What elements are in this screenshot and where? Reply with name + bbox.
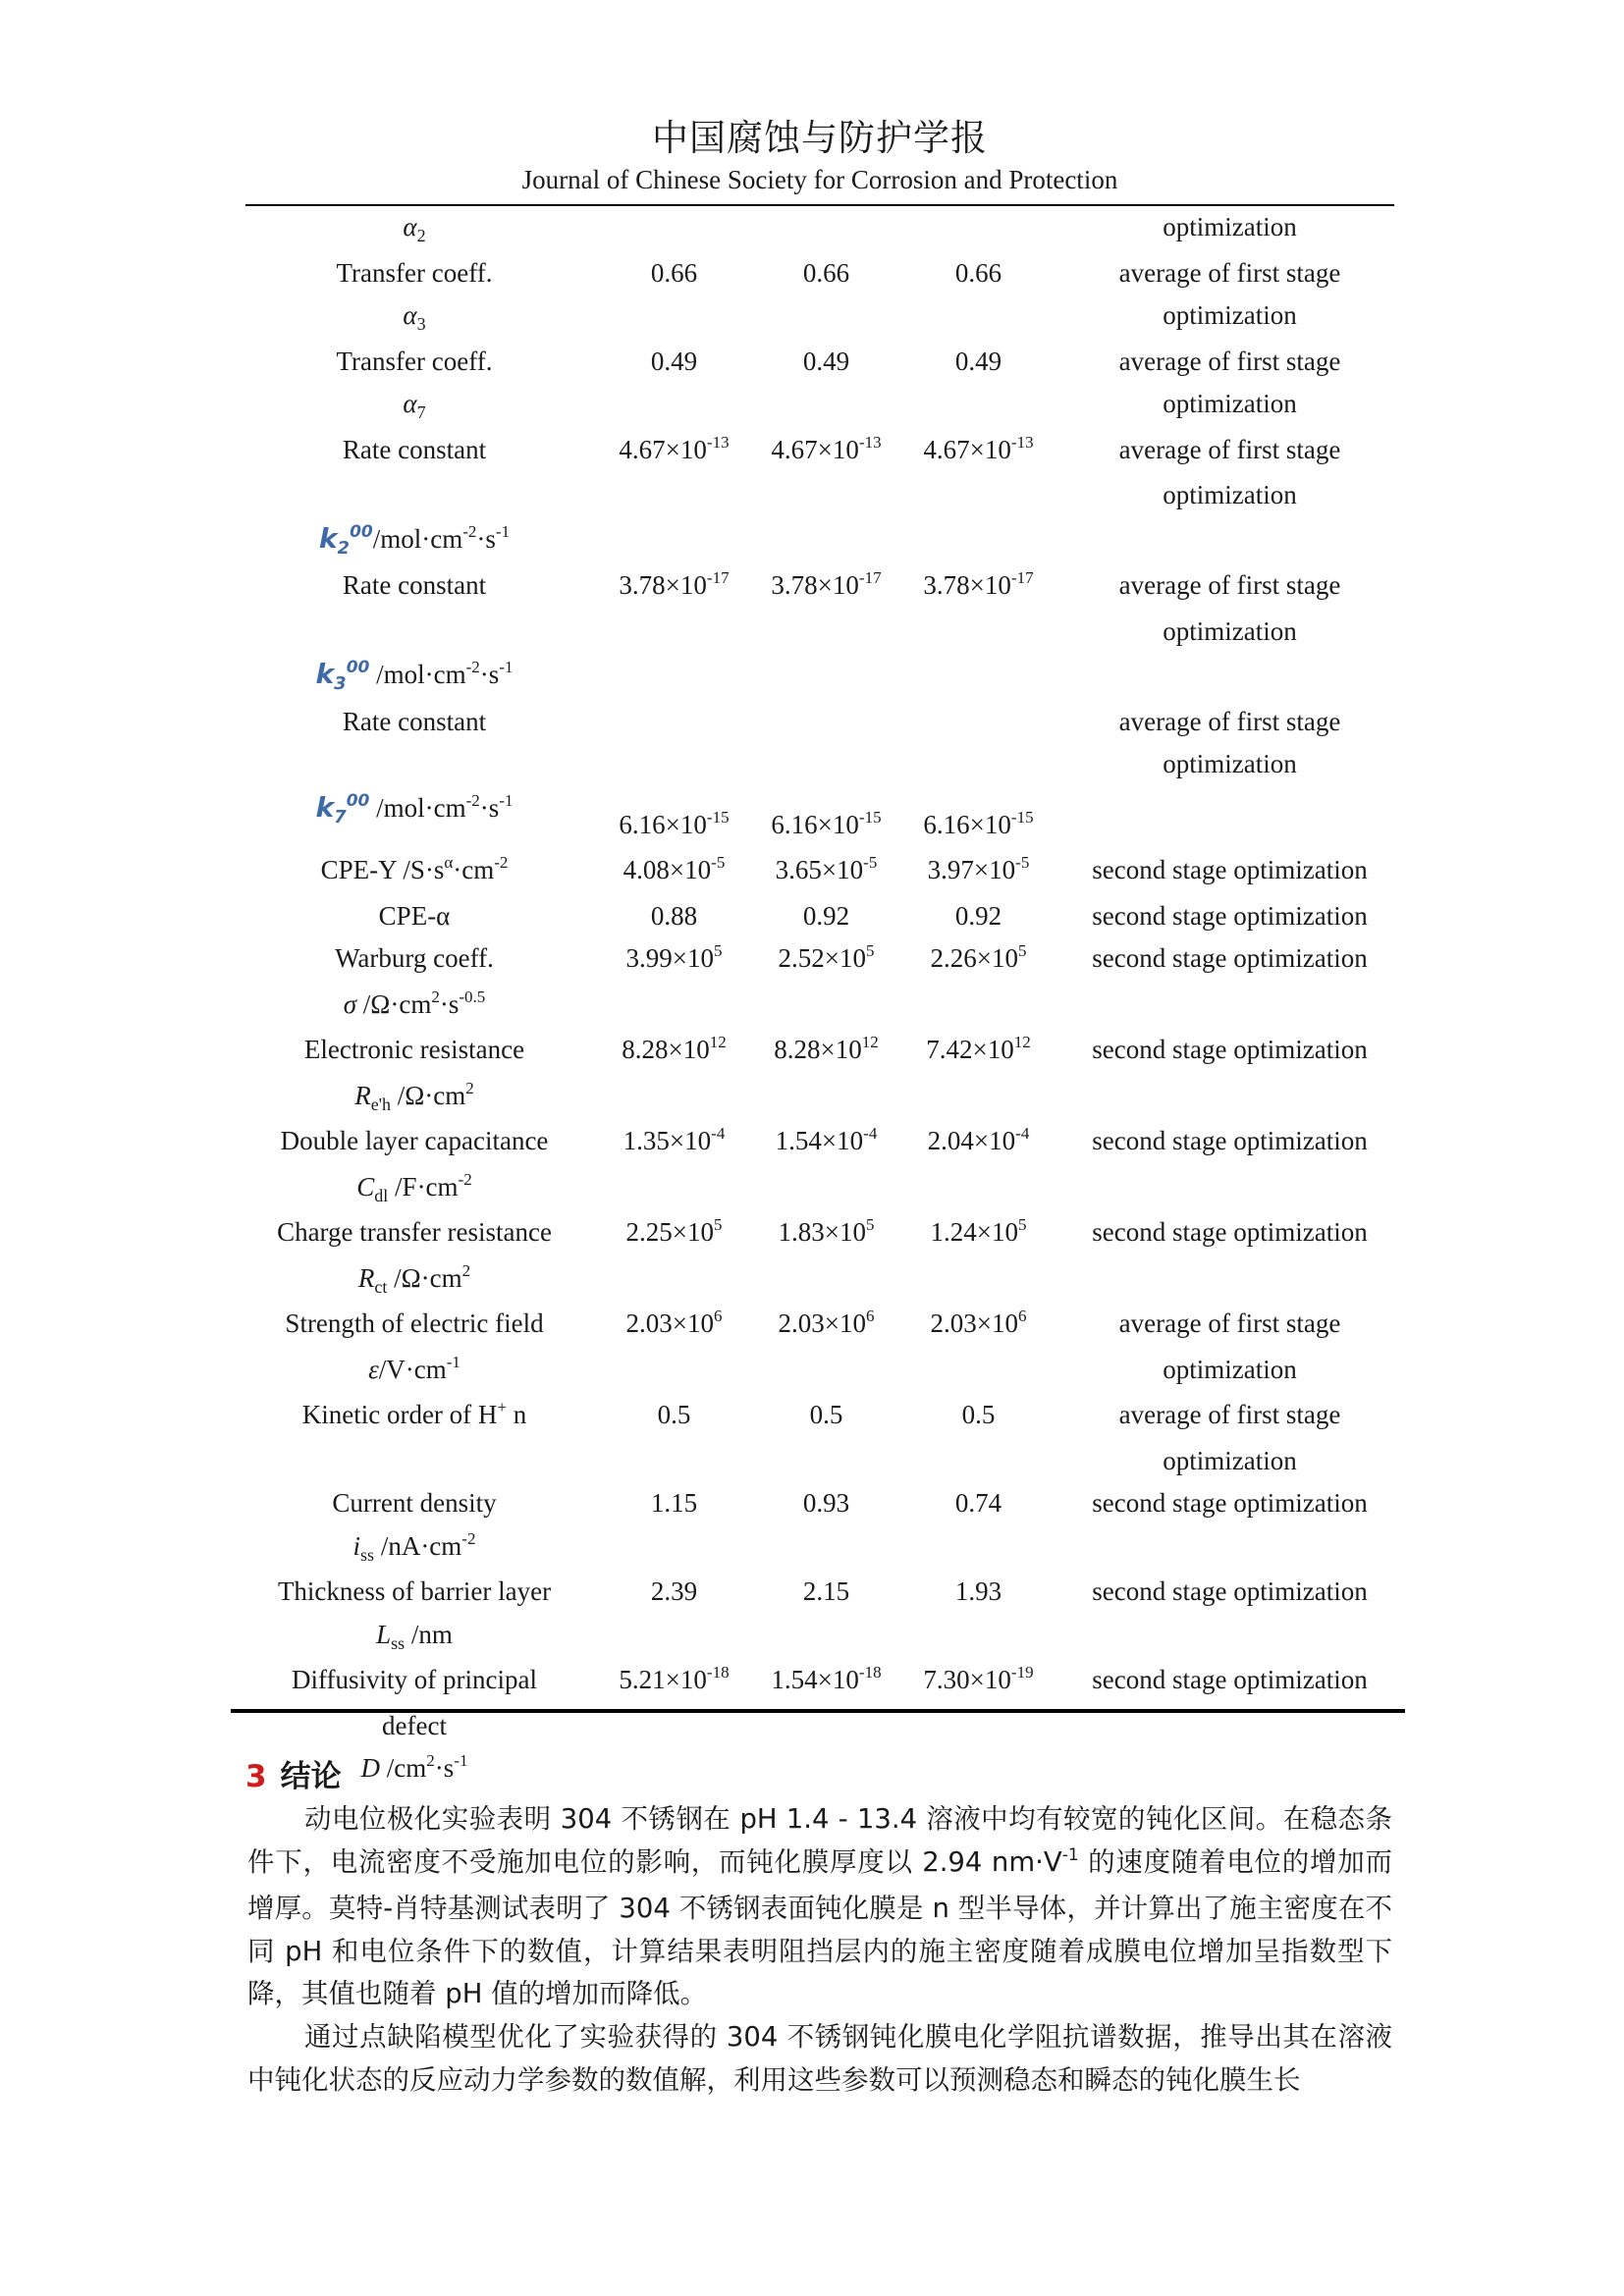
value-cell: $3.65\times 10^{-5}$ <box>775 853 878 884</box>
note-cell: second stage optimization <box>1092 855 1368 884</box>
table-row <box>231 1482 1405 1525</box>
table-row <box>231 611 1405 654</box>
param-cell: Diffusivity of principal <box>292 1665 537 1694</box>
note-cell: average of first stage <box>1118 1308 1341 1338</box>
k2-symbol: $k_2^{00}$ <box>318 521 373 559</box>
value-cell <box>750 206 902 252</box>
unit-cell: $R_{ct}$ $/\Omega\cdot cm^2$ <box>357 1260 471 1297</box>
table-row <box>231 1440 1405 1483</box>
unit-cell: $k_2^{00}/mol\cdot cm^{-2}\cdot s^{-1}$ <box>318 521 511 559</box>
note-cell: average of first stage <box>1118 570 1341 600</box>
note-cell: second stage optimization <box>1092 900 1368 931</box>
value-cell: $8.28\times 10^{12}$ <box>774 1033 879 1064</box>
value-cell: 1.93 <box>954 1576 1002 1606</box>
section-heading <box>245 1757 342 1796</box>
note-cell: optimization <box>1163 300 1297 330</box>
unit-cell: $R_{e'h}$ $/\Omega\cdot cm^2$ <box>354 1078 474 1114</box>
table-row <box>231 383 1405 429</box>
value-cell: $6.16\times 10^{-15}$ <box>923 807 1034 839</box>
value-cell: $3.99\times 10^5$ <box>625 941 723 973</box>
table-row <box>231 1394 1405 1440</box>
unit-cell: D $/cm^2\cdot s^{-1}$ <box>360 1751 468 1783</box>
value-cell: 0.93 <box>802 1488 850 1518</box>
note-cell: average of first stage <box>1118 434 1341 464</box>
note-cell: average of first stage <box>1118 706 1341 736</box>
paragraph: 通过点缺陷模型优化了实验获得的 304 不锈钢钝化膜电化学阻抗谱数据，推导出其在溶液中钝化状态的反应动力学参数的数值解，利用这些参数可以预测稳态和瞬态的钝化膜生长 <box>247 2020 1392 2096</box>
note-cell: optimization <box>1163 389 1297 418</box>
value-cell: $4.08\times 10^{-5}$ <box>623 853 726 884</box>
value-cell: $4.67\times 10^{-13}$ <box>923 432 1034 464</box>
table-row <box>231 474 1405 517</box>
param-cell: Current density <box>332 1488 497 1518</box>
note-cell: optimization <box>1163 615 1297 646</box>
param-cell: Charge transfer resistance <box>277 1217 552 1247</box>
value-cell: 0.49 <box>650 346 698 376</box>
table-row <box>231 849 1405 895</box>
note-cell: optimization <box>1163 749 1297 778</box>
param-cell: Warburg coeff. <box>335 943 494 973</box>
param-cell: Electronic resistance <box>303 1035 525 1064</box>
table-row <box>231 1075 1405 1121</box>
value-cell: 0.5 <box>657 1400 691 1429</box>
value-cell: $2.04\times 10^{-4}$ <box>927 1124 1030 1155</box>
value-cell: $2.25\times 10^5$ <box>625 1215 723 1247</box>
note-cell: second stage optimization <box>1092 1488 1368 1518</box>
table-row <box>231 1257 1405 1304</box>
note-cell: second stage optimization <box>1092 1665 1368 1694</box>
param-cell: CPE-α <box>378 900 451 931</box>
value-cell: $3.78\times 10^{-17}$ <box>771 568 882 600</box>
note-cell: optimization <box>1163 1445 1297 1475</box>
table-row <box>231 984 1405 1030</box>
note-cell: average of first stage <box>1118 346 1341 376</box>
param-cell: CPE-Y $/S\cdot s^\alpha\cdot cm^{-2}$ <box>320 853 509 884</box>
section-number: 3 <box>245 1759 267 1794</box>
table-row <box>231 429 1405 475</box>
note-cell: optimization <box>1163 480 1297 509</box>
unit-cell: $\varepsilon/V\cdot cm^{-1}$ <box>368 1352 460 1384</box>
table-row <box>231 1747 1405 1793</box>
value-cell: $1.54\times 10^{-4}$ <box>775 1124 878 1155</box>
value-cell: $1.24\times 10^5$ <box>930 1215 1027 1247</box>
table-row <box>231 341 1405 384</box>
table-row <box>231 1571 1405 1614</box>
value-cell: $2.03\times 10^6$ <box>778 1307 875 1338</box>
table-row <box>231 701 1405 744</box>
value-cell: $1.83\times 10^5$ <box>778 1215 875 1247</box>
table-row <box>231 517 1405 565</box>
table-row <box>231 786 1405 850</box>
k7-symbol: $k_7^{00}$ <box>315 790 370 828</box>
param-cell: $\alpha_7$ <box>403 389 426 422</box>
paragraph: 动电位极化实验表明 304 不锈钢在 pH 1.4 - 13.4 溶液中均有较宽的钝化区间。在稳态条件下，电流密度不受施加电位的影响，而钝化膜厚度以 2.94 $nm\cdot V^{-1}$ 的速度随着电位的增加而增厚。莫特-肖特基测试表明了 304 不锈钢表面钝化膜是 n 型半导体，并计算出了施主密度在不同 pH 和电位条件下的数值，计算结果表明阻挡层内的施主密度随着成膜电位增加呈指数型下降，其值也随着 pH 值的增加而降低。 <box>247 1803 1393 2010</box>
value-cell: $6.16\times 10^{-15}$ <box>619 807 730 839</box>
page-header <box>245 116 1394 196</box>
unit-cell: $k_7^{00}$ $/mol\cdot cm^{-2}\cdot s^{-1}$ <box>315 790 514 828</box>
table-row <box>231 1525 1405 1572</box>
table-row <box>231 206 1405 252</box>
value-cell: $3.97\times 10^{-5}$ <box>927 853 1030 884</box>
value-cell: 0.5 <box>809 1400 843 1429</box>
param-cell: Rate constant <box>342 570 487 600</box>
value-cell: $1.54\times 10^{-18}$ <box>771 1663 882 1694</box>
value-cell: $2.03\times 10^6$ <box>930 1307 1027 1338</box>
note-cell: average of first stage <box>1118 257 1341 288</box>
value-cell: 0.49 <box>954 346 1002 376</box>
note-cell: second stage optimization <box>1092 1217 1368 1247</box>
value-cell: $5.21\times 10^{-18}$ <box>619 1663 730 1694</box>
param-cell: Kinetic order of H+ n <box>301 1398 527 1429</box>
value-cell: $2.03\times 10^6$ <box>625 1307 723 1338</box>
note-cell: second stage optimization <box>1092 1035 1368 1064</box>
journal-title-chinese: 中国腐蚀与防护学报 <box>652 117 988 159</box>
value-cell: $7.42\times 10^{12}$ <box>926 1033 1031 1064</box>
k3-symbol: $k_3^{00}$ <box>315 658 370 694</box>
param-cell: Double layer capacitance <box>280 1126 549 1155</box>
unit-cell: $k_3^{00}$ $/mol\cdot cm^{-2}\cdot s^{-1}$ <box>315 658 514 694</box>
value-cell: $1.35\times 10^{-4}$ <box>623 1124 726 1155</box>
value-cell: $2.52\times 10^5$ <box>778 941 875 973</box>
value-cell: 0.88 <box>650 900 698 931</box>
value-cell: $8.28\times 10^{12}$ <box>622 1033 727 1064</box>
value-cell: 0.66 <box>650 257 698 288</box>
value-cell: 2.15 <box>802 1576 850 1606</box>
note-cell: average of first stage <box>1118 1400 1341 1429</box>
unit-cell: σ $/\Omega\cdot cm^2\cdot s^{-0.5}$ <box>343 987 486 1019</box>
unit-cell: $C_{dl}$ $/F\cdot cm^{-2}$ <box>356 1169 472 1205</box>
unit-cell: $i_{ss}$ $/nA\cdot cm^{-2}$ <box>352 1528 476 1565</box>
value-cell: $7.30\times 10^{-19}$ <box>923 1663 1034 1694</box>
table-row <box>231 653 1405 701</box>
param-cell: Thickness of barrier layer <box>277 1576 552 1606</box>
table-row <box>231 1211 1405 1257</box>
table-row <box>231 252 1405 295</box>
value-cell: 2.39 <box>650 1576 698 1606</box>
table-bottom-rule <box>231 1709 1405 1713</box>
value-cell: $6.16\times 10^{-15}$ <box>771 807 882 839</box>
value-cell: 0.92 <box>802 900 850 931</box>
note-cell: second stage optimization <box>1092 1126 1368 1155</box>
value-cell <box>902 206 1055 252</box>
unit-cell: $L_{ss}$ /nm <box>376 1619 453 1653</box>
param-cell: Transfer coeff. <box>336 257 493 288</box>
table-row <box>231 1029 1405 1075</box>
value-cell <box>598 206 750 252</box>
table-row <box>231 1349 1405 1395</box>
param-cell: Rate constant <box>342 706 487 736</box>
value-cell: 0.49 <box>802 346 850 376</box>
value-cell: 0.74 <box>954 1488 1002 1518</box>
value-cell: 0.5 <box>961 1400 996 1429</box>
value-cell: $4.67\times 10^{-13}$ <box>771 432 882 464</box>
note-cell: optimization <box>1163 1354 1297 1384</box>
note-cell: optimization <box>1163 212 1297 241</box>
table-row <box>231 1120 1405 1166</box>
journal-title-english: Journal of Chinese Society for Corrosion and Protection <box>521 165 1118 194</box>
param-cell: defect <box>382 1710 447 1740</box>
value-cell: 0.66 <box>954 257 1002 288</box>
section-title: 结论 <box>280 1759 342 1794</box>
table-row <box>231 895 1405 938</box>
param-cell: Transfer coeff. <box>336 346 493 376</box>
value-cell: $3.78\times 10^{-17}$ <box>619 568 730 600</box>
param-cell: Strength of electric field <box>285 1308 544 1338</box>
table-row <box>231 937 1405 984</box>
value-cell: $3.78\times 10^{-17}$ <box>923 568 1034 600</box>
note-cell: second stage optimization <box>1092 943 1368 973</box>
value-cell: 0.66 <box>802 257 850 288</box>
note-cell: second stage optimization <box>1092 1576 1368 1606</box>
table-row <box>231 1614 1405 1660</box>
table-row <box>231 743 1405 786</box>
value-cell: 0.92 <box>954 900 1002 931</box>
param-cell: $\alpha_3$ <box>403 300 426 334</box>
value-cell: 1.15 <box>650 1488 698 1518</box>
param-cell: $\alpha_2$ <box>403 212 426 245</box>
conclusion-body <box>247 1798 1392 2102</box>
parameters-table <box>231 206 1405 1793</box>
value-cell: $2.26\times 10^5$ <box>930 941 1027 973</box>
table-row <box>231 1166 1405 1212</box>
param-cell: Rate constant <box>342 434 487 464</box>
table-row <box>231 294 1405 341</box>
table-row <box>231 1303 1405 1349</box>
value-cell: $4.67\times 10^{-13}$ <box>619 432 730 464</box>
table-row <box>231 1659 1405 1705</box>
table-row <box>231 564 1405 611</box>
